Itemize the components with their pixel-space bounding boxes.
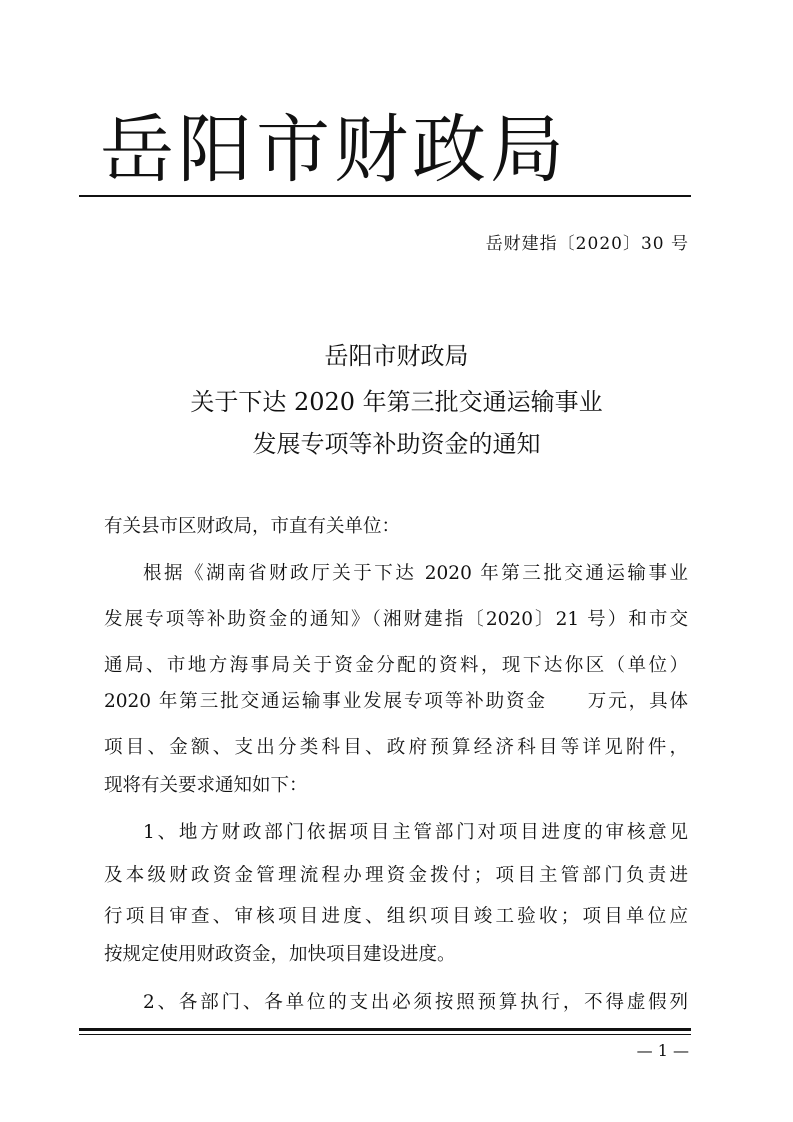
header-rule — [79, 195, 691, 197]
body-line: 2020 年第三批交通运输事业发展专项等补助资金 万元，具体 — [104, 691, 688, 712]
title-line-3: 发展专项等补助资金的通知 — [252, 430, 541, 458]
footer-rule-thin — [79, 1034, 691, 1035]
salutation: 有关县市区财政局，市直有关单位： — [104, 516, 401, 537]
footer-rule — [79, 1028, 691, 1031]
body-line: 现将有关要求通知如下： — [104, 775, 308, 796]
body-line: 项目、金额、支出分类科目、政府预算经济科目等详见附件， — [104, 737, 688, 758]
body-line: 1、地方财政部门依据项目主管部门对项目进度的审核意见 — [143, 822, 688, 843]
body-line: 2、各部门、各单位的支出必须按照预算执行，不得虚假列 — [143, 992, 688, 1013]
agency-name: 岳阳市财政局 — [100, 107, 568, 193]
body-line: 根据《湖南省财政厅关于下达 2020 年第三批交通运输事业 — [143, 563, 688, 584]
page-number: — 1 — — [636, 1041, 689, 1060]
body-line: 通局、市地方海事局关于资金分配的资料，现下达你区（单位） — [104, 655, 688, 676]
body-line: 发展专项等补助资金的通知》（湘财建指〔2020〕21 号）和市交 — [104, 609, 688, 630]
title-line-2: 关于下达 2020 年第三批交通运输事业 — [190, 388, 603, 416]
body-line: 及本级财政资金管理流程办理资金拨付；项目主管部门负责进 — [104, 865, 688, 886]
body-line: 按规定使用财政资金，加快项目建设进度。 — [104, 944, 456, 965]
document-number: 岳财建指〔2020〕30 号 — [485, 234, 689, 254]
body-line: 行项目审查、审核项目进度、组织项目竣工验收；项目单位应 — [104, 906, 688, 927]
title-line-1: 岳阳市财政局 — [324, 342, 469, 370]
